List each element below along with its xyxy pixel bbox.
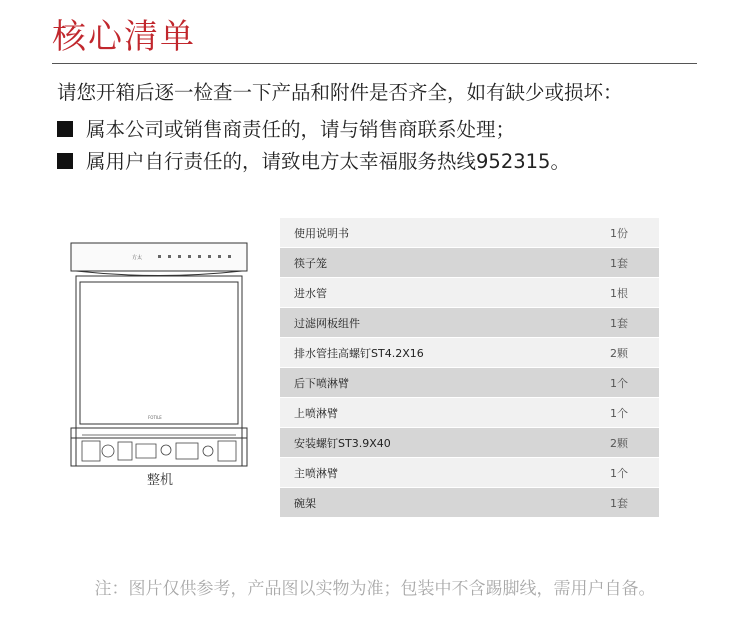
page-title: 核心清单	[52, 17, 196, 57]
item-name: 安装螺钉ST3.9X40	[294, 436, 391, 450]
table-row	[280, 398, 659, 428]
item-qty: 1套	[610, 316, 628, 330]
bullet-text: 属本公司或销售商责任的，请与销售商联系处理；	[86, 118, 516, 141]
item-qty: 1个	[610, 376, 628, 390]
parts-list	[280, 218, 659, 518]
title-divider	[52, 63, 697, 64]
footer-note: 注：图片仅供参考，产品图以实物为准；包装中不含踢脚线，需用户自备。	[94, 579, 656, 599]
table-row	[280, 338, 659, 368]
item-name: 上喷淋臂	[294, 406, 338, 420]
machine-caption: 整机	[146, 473, 173, 488]
item-qty: 2颗	[610, 436, 628, 450]
door-brand-text: FOTILE	[148, 415, 162, 420]
bullet-item	[57, 149, 570, 175]
table-row	[280, 488, 659, 518]
item-qty: 1个	[610, 466, 628, 480]
item-qty: 1根	[610, 286, 628, 300]
table-row	[280, 218, 659, 248]
item-name: 碗架	[294, 496, 316, 510]
table-row	[280, 458, 659, 488]
item-qty: 1套	[610, 256, 628, 270]
square-bullet-icon	[57, 153, 73, 169]
item-qty: 1份	[610, 226, 628, 240]
item-name: 使用说明书	[294, 226, 349, 240]
item-name: 过滤网板组件	[294, 316, 360, 330]
item-qty: 1套	[610, 496, 628, 510]
bullet-item	[57, 117, 515, 143]
item-name: 进水管	[294, 286, 327, 300]
item-qty: 1个	[610, 406, 628, 420]
item-name: 筷子笼	[294, 256, 327, 270]
table-row	[280, 308, 659, 338]
dishwasher-illustration	[70, 242, 248, 470]
table-row	[280, 368, 659, 398]
item-qty: 2颗	[610, 346, 628, 360]
table-row	[280, 248, 659, 278]
item-name: 主喷淋臂	[294, 466, 338, 480]
item-name: 后下喷淋臂	[294, 376, 349, 390]
panel-logo-text: 方太	[132, 255, 143, 261]
square-bullet-icon	[57, 121, 73, 137]
table-row	[280, 428, 659, 458]
item-name: 排水管挂高螺钉ST4.2X16	[294, 346, 424, 360]
bullet-text: 属用户自行责任的，请致电方太幸福服务热线952315。	[86, 150, 570, 173]
intro-text: 请您开箱后逐一检查一下产品和附件是否齐全，如有缺少或损坏：	[57, 81, 623, 104]
table-row	[280, 278, 659, 308]
